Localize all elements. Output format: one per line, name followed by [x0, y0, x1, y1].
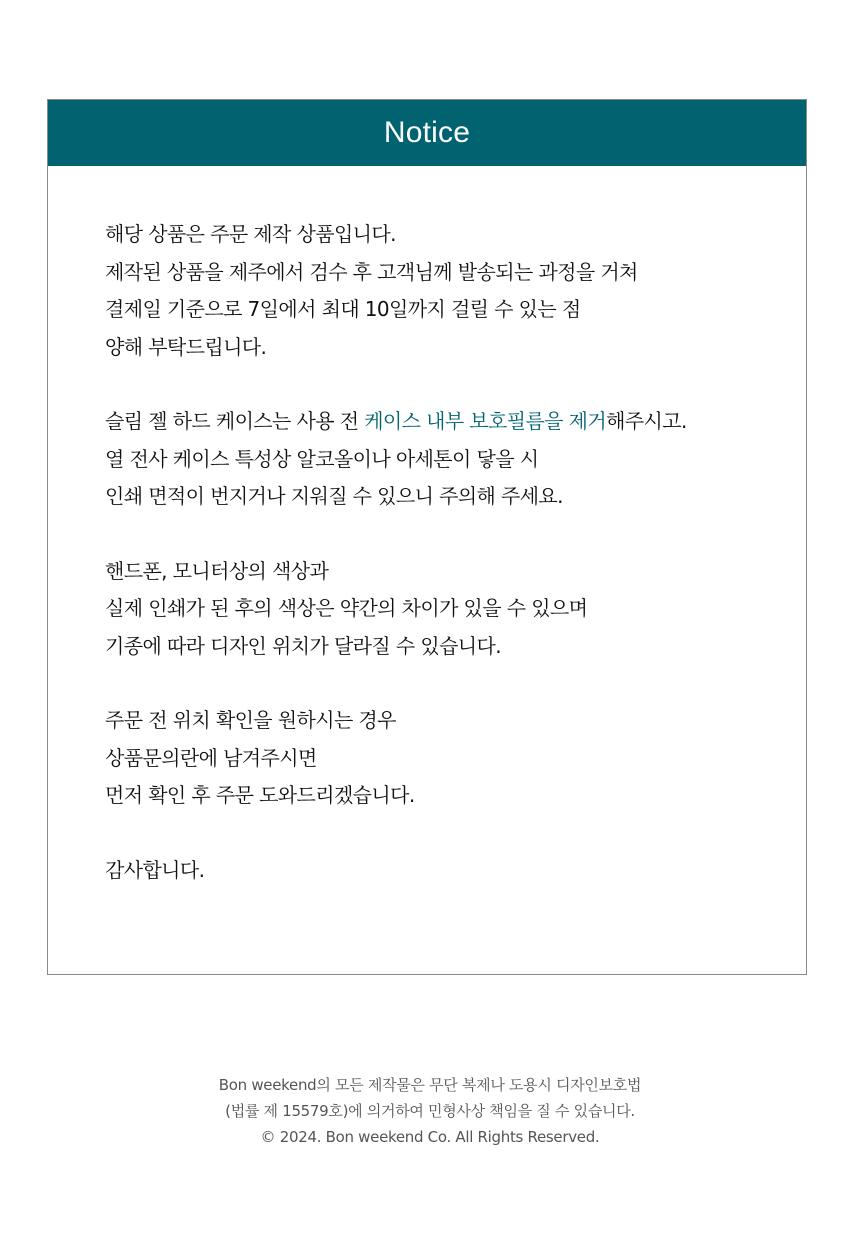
paragraph-production [105, 216, 786, 366]
text-line: 열 전사 케이스 특성상 알코올이나 아세톤이 닿을 시 [105, 446, 539, 471]
text-line: 양해 부탁드립니다. [105, 334, 267, 359]
footer-line: Bon weekend의 모든 제작물은 무단 복제나 도용시 디자인보호법 [218, 1076, 642, 1094]
text-line: 핸드폰, 모니터상의 색상과 [105, 558, 329, 583]
highlighted-text: 케이스 내부 보호필름을 제거 [364, 409, 607, 433]
text-line: 감사합니다. [105, 857, 205, 882]
text-line: 실제 인쇄가 된 후의 색상은 약간의 차이가 있을 수 있으며 [105, 596, 588, 620]
text-line: 기종에 따라 디자인 위치가 달라질 수 있습니다. [105, 633, 501, 658]
text-line: 결제일 기준으로 7일에서 최대 10일까지 걸릴 수 있는 점 [105, 297, 581, 321]
text-segment: 해주시고. [606, 409, 687, 433]
paragraph-thanks [105, 852, 786, 890]
text-line: 먼저 확인 후 주문 도와드리겠습니다. [105, 783, 415, 807]
notice-box [47, 99, 807, 975]
text-line: 인쇄 면적이 번지거나 지워질 수 있으니 주의해 주세요. [105, 484, 563, 508]
footer-copyright [0, 1072, 860, 1150]
text-segment: 슬림 젤 하드 케이스는 사용 전 [105, 409, 365, 433]
paragraph-color-difference [105, 553, 786, 666]
paragraph-position-check [105, 702, 786, 815]
notice-body [105, 216, 786, 926]
text-line: 주문 전 위치 확인을 원하시는 경우 [105, 708, 396, 732]
notice-title: Notice [383, 116, 471, 149]
footer-line: © 2024. Bon weekend Co. All Rights Reserved. [260, 1128, 600, 1146]
text-line: 제작된 상품을 제주에서 검수 후 고객님께 발송되는 과정을 거쳐 [105, 259, 638, 284]
paragraph-case-care [105, 403, 786, 516]
text-line: 상품문의란에 남겨주시면 [105, 745, 317, 770]
notice-header [48, 100, 806, 166]
text-line [105, 403, 786, 441]
footer-line: (법률 제 15579호)에 의거하여 민형사상 책임을 질 수 있습니다. [225, 1102, 635, 1120]
text-line: 해당 상품은 주문 제작 상품입니다. [105, 222, 396, 246]
